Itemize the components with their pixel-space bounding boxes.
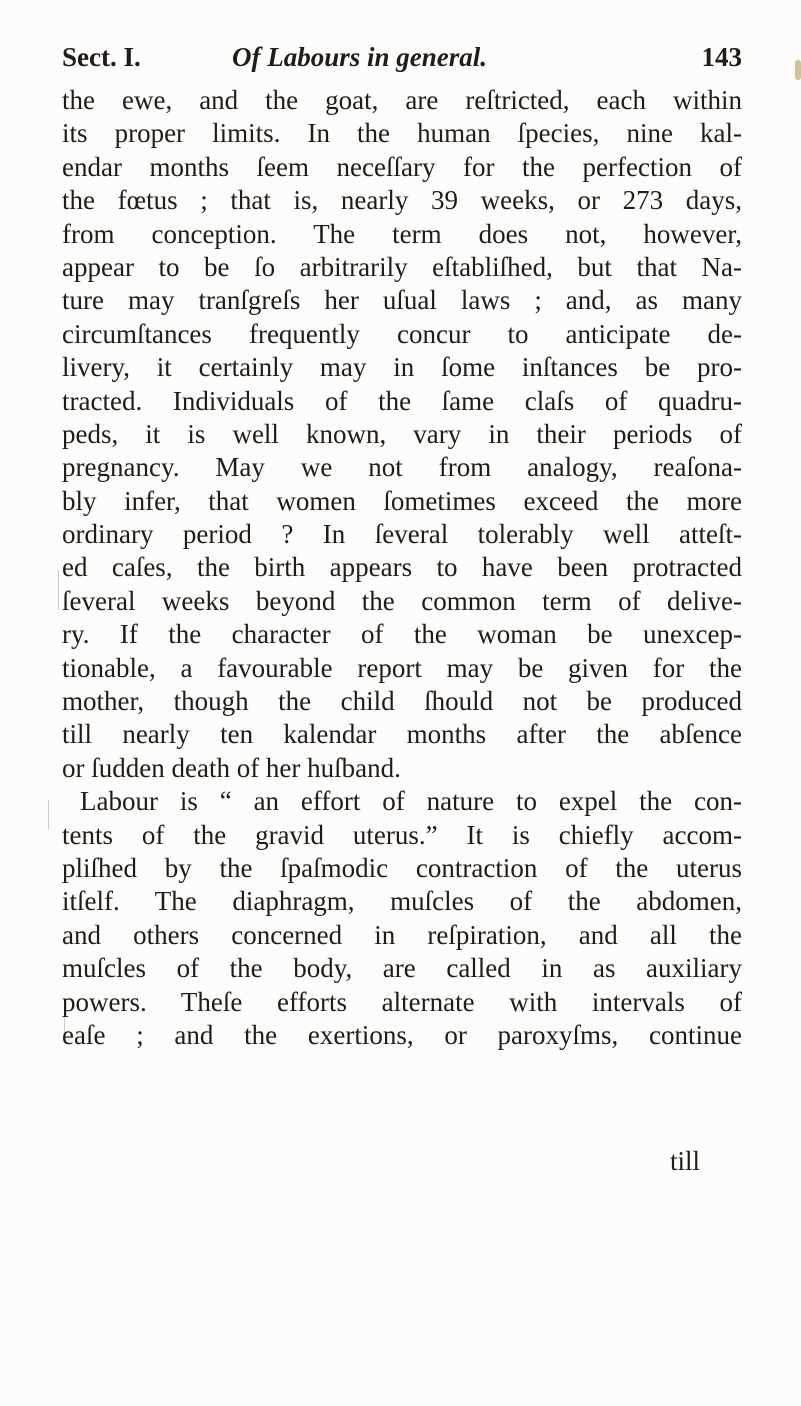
paragraph-start-line: Labour is “ an effort of nature to expel the con-	[80, 786, 742, 817]
bleed-through-mark	[58, 570, 59, 610]
text-line: eaſe ; and the exertions, or paroxyſms, continue	[62, 1019, 742, 1050]
running-head-section: Sect. I.	[62, 42, 141, 72]
catchword: till	[670, 1146, 701, 1176]
text-line: peds, it is well known, vary in their periods of	[62, 418, 742, 449]
text-line: ſeveral weeks beyond the common term of delive-	[62, 585, 742, 616]
text-line: ordinary period ? In ſeveral tolerably well atteſt-	[62, 519, 742, 550]
text-line: tents of the gravid uterus.” It is chiefly accom-	[62, 819, 742, 850]
body-text	[62, 84, 742, 1052]
page-edge-mark	[795, 60, 801, 80]
paragraph-end-line: or ſudden death of her huſband.	[62, 752, 401, 783]
text-line: ture may tranſgreſs her uſual laws ; and, as many	[62, 285, 742, 316]
text-line: powers. Theſe efforts alternate with intervals of	[62, 986, 742, 1017]
text-line: pregnancy. May we not from analogy, reaſona-	[62, 452, 742, 483]
text-line: pliſhed by the ſpaſmodic contraction of the uterus	[62, 852, 742, 883]
text-line: ry. If the character of the woman be unexcep-	[62, 619, 742, 650]
text-line: ed caſes, the birth appears to have been protracted	[62, 552, 742, 583]
text-line: muſcles of the body, are called in as auxiliary	[62, 953, 742, 984]
text-line: appear to be ſo arbitrarily eſtabliſhed, but that Na-	[62, 251, 742, 282]
running-head	[62, 42, 742, 86]
text-line: circumſtances frequently concur to anticipate de-	[62, 318, 742, 349]
text-line: endar months ſeem neceſſary for the perfection of	[62, 151, 742, 182]
text-line: till nearly ten kalendar months after the abſence	[62, 719, 742, 750]
text-line: from conception. The term does not, however,	[62, 218, 742, 249]
text-line: tionable, a favourable report may be given for the	[62, 652, 742, 683]
text-line: bly infer, that women ſometimes exceed the more	[62, 485, 742, 516]
text-line: the ewe, and the goat, are reſtricted, each within	[62, 85, 742, 115]
text-line: tracted. Individuals of the ſame claſs of quadru-	[62, 385, 742, 416]
page-number: 143	[701, 42, 742, 72]
text-line: itſelf. The diaphragm, muſcles of the abdomen,	[62, 886, 742, 917]
text-line: its proper limits. In the human ſpecies, nine kal-	[62, 118, 742, 149]
running-head-title: Of Labours in general.	[232, 42, 488, 72]
text-line: mother, though the child ſhould not be produced	[62, 686, 742, 717]
bleed-through-mark	[48, 800, 49, 830]
text-line: the fœtus ; that is, nearly 39 weeks, or 273 days,	[62, 185, 742, 216]
text-line: and others concerned in reſpiration, and all the	[62, 919, 742, 950]
text-line: livery, it certainly may in ſome inſtances be pro-	[62, 352, 742, 383]
